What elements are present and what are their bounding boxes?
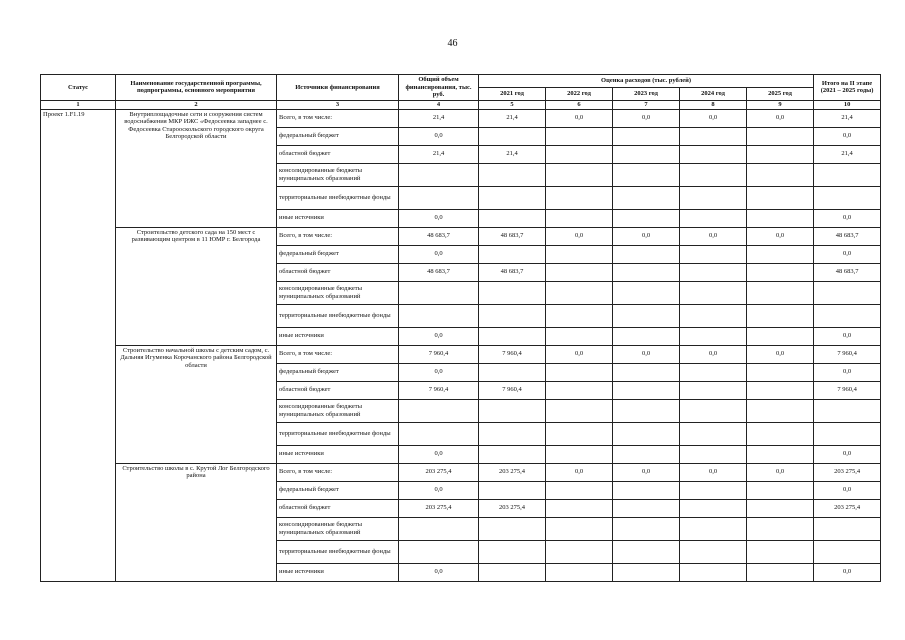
source-cell: консолидированные бюджеты муниципальных образований — [277, 281, 399, 304]
column-index: 8 — [680, 100, 747, 109]
value-cell — [546, 245, 613, 263]
value-cell — [747, 517, 814, 540]
column-index: 1 — [41, 100, 116, 109]
value-cell — [546, 186, 613, 209]
page-number: 46 — [447, 38, 458, 49]
value-cell — [747, 422, 814, 445]
value-cell: 0,0 — [747, 463, 814, 481]
value-cell — [747, 499, 814, 517]
value-cell — [399, 399, 479, 422]
value-cell — [747, 127, 814, 145]
value-cell: 0,0 — [399, 209, 479, 227]
value-cell — [613, 563, 680, 581]
value-cell — [399, 540, 479, 563]
value-cell: 0,0 — [399, 245, 479, 263]
value-cell — [546, 499, 613, 517]
value-cell — [680, 327, 747, 345]
status-cell: Проект 1.F1.19 — [41, 109, 116, 581]
value-cell: 0,0 — [814, 481, 881, 499]
value-cell: 48 683,7 — [399, 227, 479, 245]
header-estimate: Оценка расходов (тыс. рублей) — [479, 75, 814, 88]
value-cell: 0,0 — [613, 345, 680, 363]
header-index-row — [41, 100, 881, 109]
value-cell — [680, 186, 747, 209]
value-cell — [814, 540, 881, 563]
value-cell: 0,0 — [680, 463, 747, 481]
value-cell: 0,0 — [747, 109, 814, 127]
value-cell — [613, 145, 680, 163]
source-cell: федеральный бюджет — [277, 481, 399, 499]
value-cell: 0,0 — [399, 481, 479, 499]
value-cell — [680, 563, 747, 581]
value-cell: 0,0 — [814, 127, 881, 145]
value-cell — [814, 163, 881, 186]
value-cell — [747, 563, 814, 581]
header-year: 2025 год — [747, 87, 814, 100]
header-year: 2021 год — [479, 87, 546, 100]
value-cell: 0,0 — [814, 363, 881, 381]
value-cell — [479, 363, 546, 381]
value-cell — [399, 422, 479, 445]
value-cell — [747, 245, 814, 263]
value-cell — [613, 445, 680, 463]
value-cell: 0,0 — [680, 109, 747, 127]
value-cell — [479, 304, 546, 327]
value-cell: 0,0 — [814, 563, 881, 581]
value-cell: 48 683,7 — [479, 227, 546, 245]
value-cell — [680, 481, 747, 499]
table-row — [41, 109, 881, 127]
value-cell — [747, 186, 814, 209]
value-cell — [814, 399, 881, 422]
value-cell — [747, 209, 814, 227]
value-cell — [680, 517, 747, 540]
value-cell: 0,0 — [399, 363, 479, 381]
value-cell: 203 275,4 — [479, 463, 546, 481]
value-cell: 203 275,4 — [399, 499, 479, 517]
value-cell: 21,4 — [479, 145, 546, 163]
value-cell — [546, 381, 613, 399]
value-cell: 0,0 — [399, 563, 479, 581]
value-cell — [479, 186, 546, 209]
value-cell — [613, 381, 680, 399]
table-row — [41, 227, 881, 245]
value-cell — [814, 281, 881, 304]
value-cell — [399, 304, 479, 327]
value-cell: 7 960,4 — [399, 381, 479, 399]
value-cell: 48 683,7 — [814, 263, 881, 281]
value-cell: 0,0 — [680, 345, 747, 363]
value-cell: 0,0 — [814, 209, 881, 227]
header-year: 2023 год — [613, 87, 680, 100]
value-cell — [613, 304, 680, 327]
value-cell — [680, 363, 747, 381]
value-cell: 0,0 — [613, 227, 680, 245]
value-cell: 0,0 — [613, 463, 680, 481]
value-cell — [613, 540, 680, 563]
column-index: 2 — [116, 100, 277, 109]
value-cell: 21,4 — [479, 109, 546, 127]
header-stage-total: Итого на II этапе (2021 – 2025 годы) — [814, 75, 881, 101]
value-cell — [613, 127, 680, 145]
value-cell: 7 960,4 — [814, 345, 881, 363]
value-cell — [814, 304, 881, 327]
value-cell — [613, 499, 680, 517]
value-cell — [747, 381, 814, 399]
value-cell — [399, 281, 479, 304]
project-name-cell: Внутриплощадочные сети и сооружения систем водоснабжения МКР ИЖС «Федосеевка западнее с. Федосеевка Старооскольского городского округа Белгородской области — [116, 109, 277, 227]
value-cell — [680, 399, 747, 422]
value-cell — [680, 263, 747, 281]
value-cell — [546, 127, 613, 145]
project-name-cell: Строительство школы в с. Крутой Лог Белгородского района — [116, 463, 277, 581]
value-cell: 21,4 — [814, 145, 881, 163]
value-cell — [479, 399, 546, 422]
value-cell — [479, 517, 546, 540]
value-cell: 0,0 — [814, 327, 881, 345]
value-cell — [747, 263, 814, 281]
value-cell — [546, 563, 613, 581]
header-source: Источники финансирования — [277, 75, 399, 101]
value-cell — [546, 327, 613, 345]
value-cell — [479, 445, 546, 463]
value-cell — [680, 445, 747, 463]
value-cell: 7 960,4 — [399, 345, 479, 363]
value-cell — [680, 281, 747, 304]
column-index: 6 — [546, 100, 613, 109]
source-cell: областной бюджет — [277, 381, 399, 399]
value-cell: 0,0 — [399, 327, 479, 345]
source-cell: Всего, в том числе: — [277, 345, 399, 363]
table-body — [41, 109, 881, 581]
value-cell — [546, 540, 613, 563]
value-cell — [814, 422, 881, 445]
value-cell — [747, 445, 814, 463]
source-cell: Всего, в том числе: — [277, 463, 399, 481]
source-cell: консолидированные бюджеты муниципальных образований — [277, 399, 399, 422]
column-index: 5 — [479, 100, 546, 109]
value-cell — [546, 481, 613, 499]
source-cell: иные источники — [277, 327, 399, 345]
value-cell — [613, 209, 680, 227]
value-cell — [546, 263, 613, 281]
value-cell — [680, 304, 747, 327]
value-cell — [613, 281, 680, 304]
column-index: 4 — [399, 100, 479, 109]
value-cell — [747, 363, 814, 381]
value-cell — [479, 540, 546, 563]
value-cell — [747, 145, 814, 163]
value-cell: 0,0 — [546, 109, 613, 127]
value-cell — [546, 304, 613, 327]
value-cell: 21,4 — [399, 145, 479, 163]
value-cell: 0,0 — [814, 445, 881, 463]
value-cell — [747, 399, 814, 422]
value-cell: 203 275,4 — [814, 463, 881, 481]
source-cell: территориальные внебюджетные фонды — [277, 540, 399, 563]
value-cell — [546, 281, 613, 304]
value-cell — [680, 145, 747, 163]
source-cell: территориальные внебюджетные фонды — [277, 422, 399, 445]
value-cell: 0,0 — [613, 109, 680, 127]
value-cell — [479, 481, 546, 499]
value-cell — [399, 186, 479, 209]
value-cell — [680, 381, 747, 399]
value-cell — [479, 563, 546, 581]
value-cell — [613, 163, 680, 186]
project-name-cell: Строительство начальной школы с детским садом, с. Дальняя Игуменка Корочанского района Белгородской области — [116, 345, 277, 463]
header-row-1 — [41, 75, 881, 88]
column-index: 9 — [747, 100, 814, 109]
value-cell — [479, 281, 546, 304]
value-cell — [546, 145, 613, 163]
value-cell — [399, 163, 479, 186]
column-index: 10 — [814, 100, 881, 109]
value-cell — [479, 209, 546, 227]
value-cell — [747, 163, 814, 186]
source-cell: территориальные внебюджетные фонды — [277, 186, 399, 209]
value-cell — [613, 481, 680, 499]
source-cell: Всего, в том числе: — [277, 109, 399, 127]
value-cell: 0,0 — [546, 227, 613, 245]
value-cell: 48 683,7 — [479, 263, 546, 281]
value-cell — [399, 517, 479, 540]
source-cell: консолидированные бюджеты муниципальных образований — [277, 163, 399, 186]
value-cell — [680, 540, 747, 563]
value-cell: 203 275,4 — [814, 499, 881, 517]
value-cell — [479, 163, 546, 186]
value-cell — [546, 163, 613, 186]
source-cell: федеральный бюджет — [277, 363, 399, 381]
value-cell: 0,0 — [399, 127, 479, 145]
header-status: Статус — [41, 75, 116, 101]
source-cell: консолидированные бюджеты муниципальных образований — [277, 517, 399, 540]
value-cell: 0,0 — [814, 245, 881, 263]
value-cell — [680, 422, 747, 445]
value-cell: 0,0 — [747, 345, 814, 363]
value-cell: 7 960,4 — [479, 345, 546, 363]
value-cell — [613, 186, 680, 209]
value-cell — [814, 186, 881, 209]
value-cell — [479, 422, 546, 445]
value-cell — [680, 163, 747, 186]
value-cell — [546, 445, 613, 463]
value-cell — [747, 281, 814, 304]
value-cell — [747, 327, 814, 345]
value-cell: 21,4 — [814, 109, 881, 127]
value-cell — [546, 209, 613, 227]
value-cell — [546, 399, 613, 422]
value-cell — [613, 327, 680, 345]
value-cell — [613, 245, 680, 263]
source-cell: областной бюджет — [277, 263, 399, 281]
value-cell: 21,4 — [399, 109, 479, 127]
value-cell — [814, 517, 881, 540]
header-total: Общий объем финансирования, тыс. руб. — [399, 75, 479, 101]
value-cell — [613, 363, 680, 381]
source-cell: территориальные внебюджетные фонды — [277, 304, 399, 327]
table-row — [41, 463, 881, 481]
table-row — [41, 345, 881, 363]
value-cell: 7 960,4 — [814, 381, 881, 399]
value-cell — [747, 304, 814, 327]
header-year: 2024 год — [680, 87, 747, 100]
source-cell: иные источники — [277, 445, 399, 463]
value-cell: 48 683,7 — [399, 263, 479, 281]
value-cell — [479, 327, 546, 345]
value-cell — [546, 517, 613, 540]
value-cell: 0,0 — [546, 345, 613, 363]
value-cell — [680, 209, 747, 227]
column-index: 3 — [277, 100, 399, 109]
value-cell: 0,0 — [399, 445, 479, 463]
value-cell — [613, 517, 680, 540]
value-cell — [747, 481, 814, 499]
source-cell: областной бюджет — [277, 145, 399, 163]
value-cell — [546, 422, 613, 445]
value-cell: 0,0 — [747, 227, 814, 245]
value-cell — [747, 540, 814, 563]
value-cell — [479, 245, 546, 263]
source-cell: федеральный бюджет — [277, 245, 399, 263]
value-cell: 48 683,7 — [814, 227, 881, 245]
value-cell — [680, 245, 747, 263]
value-cell: 203 275,4 — [399, 463, 479, 481]
source-cell: Всего, в том числе: — [277, 227, 399, 245]
value-cell — [546, 363, 613, 381]
financing-table — [40, 74, 881, 582]
project-name-cell: Строительство детского сада на 150 мест с развивающим центром в 11 ЮМР г. Белгорода — [116, 227, 277, 345]
value-cell — [613, 399, 680, 422]
value-cell — [680, 499, 747, 517]
value-cell — [680, 127, 747, 145]
column-index: 7 — [613, 100, 680, 109]
header-name: Наименование государственной программы, подпрограммы, основного мероприятия — [116, 75, 277, 101]
value-cell — [613, 263, 680, 281]
source-cell: федеральный бюджет — [277, 127, 399, 145]
value-cell — [479, 127, 546, 145]
value-cell: 0,0 — [546, 463, 613, 481]
source-cell: областной бюджет — [277, 499, 399, 517]
source-cell: иные источники — [277, 209, 399, 227]
value-cell — [613, 422, 680, 445]
value-cell: 203 275,4 — [479, 499, 546, 517]
source-cell: иные источники — [277, 563, 399, 581]
value-cell: 7 960,4 — [479, 381, 546, 399]
value-cell: 0,0 — [680, 227, 747, 245]
header-year: 2022 год — [546, 87, 613, 100]
